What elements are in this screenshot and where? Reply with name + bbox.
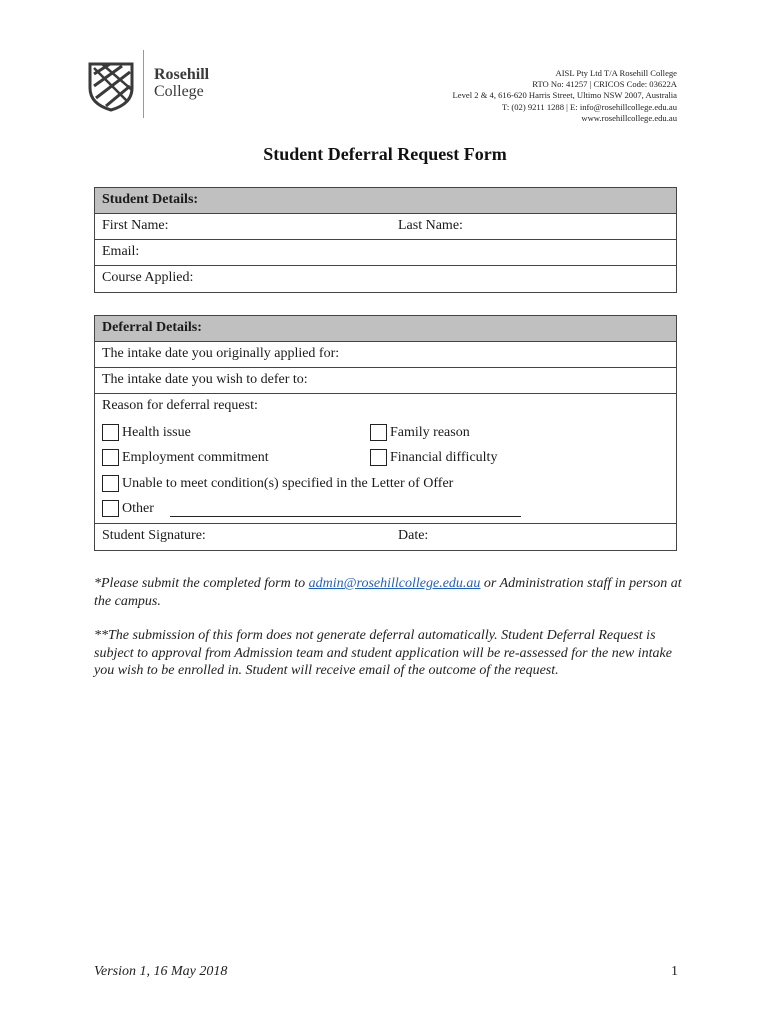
health-issue-label: Health issue (122, 425, 191, 440)
deferral-details-heading: Deferral Details: (102, 320, 202, 335)
submission-note (94, 575, 684, 610)
email-row (95, 240, 676, 266)
page-title: Student Deferral Request Form (263, 144, 507, 164)
financial-checkbox[interactable] (370, 449, 387, 466)
course-row (95, 266, 676, 292)
reason-label: Reason for deferral request: (102, 398, 258, 413)
employment-label: Employment commitment (122, 450, 269, 465)
approval-note: **The submission of this form does not generate deferral automatically. Student Deferral Request is subject to approval from Admission team and student application will be re-assessed for the new intake you wish to be enrolled in. Student will receive email of the outcome of the request. (94, 628, 672, 678)
other-option[interactable] (102, 500, 532, 518)
logo-name-line2: College (154, 83, 204, 100)
signature-row (95, 524, 676, 550)
deferral-details-header (95, 316, 676, 342)
college-logo (88, 50, 258, 120)
family-reason-checkbox[interactable] (370, 424, 387, 441)
last-name-field[interactable]: Last Name: (398, 218, 463, 233)
student-details-header (95, 188, 676, 214)
phone-email: T: (02) 9211 1288 | E: info@rosehillcollege.edu.au (502, 101, 677, 112)
original-intake-field[interactable]: The intake date you originally applied for: (102, 346, 340, 361)
employment-checkbox[interactable] (102, 449, 119, 466)
health-issue-checkbox[interactable] (102, 424, 119, 441)
other-text-line[interactable] (170, 516, 521, 517)
defer-to-field[interactable]: The intake date you wish to defer to: (102, 372, 308, 387)
other-label: Other (122, 501, 154, 516)
reason-section (95, 394, 676, 524)
course-field[interactable]: Course Applied: (102, 270, 194, 285)
financial-label: Financial difficulty (390, 450, 498, 465)
original-intake-row (95, 342, 676, 368)
email-field[interactable]: Email: (102, 244, 140, 259)
conditions-checkbox[interactable] (102, 475, 119, 492)
date-field[interactable]: Date: (398, 528, 429, 543)
version-footer: Version 1, 16 May 2018 (94, 964, 228, 979)
deferral-details-table (94, 315, 677, 551)
other-checkbox[interactable] (102, 500, 119, 517)
name-row (95, 214, 676, 240)
admin-email-link[interactable]: admin@rosehillcollege.edu.au (308, 576, 481, 591)
contact-info (453, 68, 677, 124)
defer-to-row (95, 368, 676, 394)
note1-text-before: *Please submit the completed form to (94, 576, 309, 591)
company-name: AISL Pty Ltd T/A Rosehill College (555, 68, 677, 78)
student-details-heading: Student Details: (102, 192, 199, 207)
shield-logo-icon (88, 60, 134, 112)
address: Level 2 & 4, 616-620 Harris Street, Ultimo NSW 2007, Australia (452, 90, 677, 101)
page-number: 1 (671, 964, 678, 979)
logo-name-line1: Rosehill (154, 66, 210, 83)
website: www.rosehillcollege.edu.au (581, 112, 677, 123)
family-reason-label: Family reason (390, 425, 470, 440)
note1-text-after: or Administration staff in person at the campus. (94, 576, 682, 609)
logo-divider (143, 50, 144, 118)
signature-field[interactable]: Student Signature: (102, 528, 206, 543)
conditions-label: Unable to meet condition(s) specified in the Letter of Offer (122, 476, 454, 491)
rto-code: RTO No: 41257 | CRICOS Code: 03622A (532, 79, 677, 90)
first-name-field[interactable]: First Name: (102, 218, 169, 233)
student-details-table (94, 187, 677, 293)
